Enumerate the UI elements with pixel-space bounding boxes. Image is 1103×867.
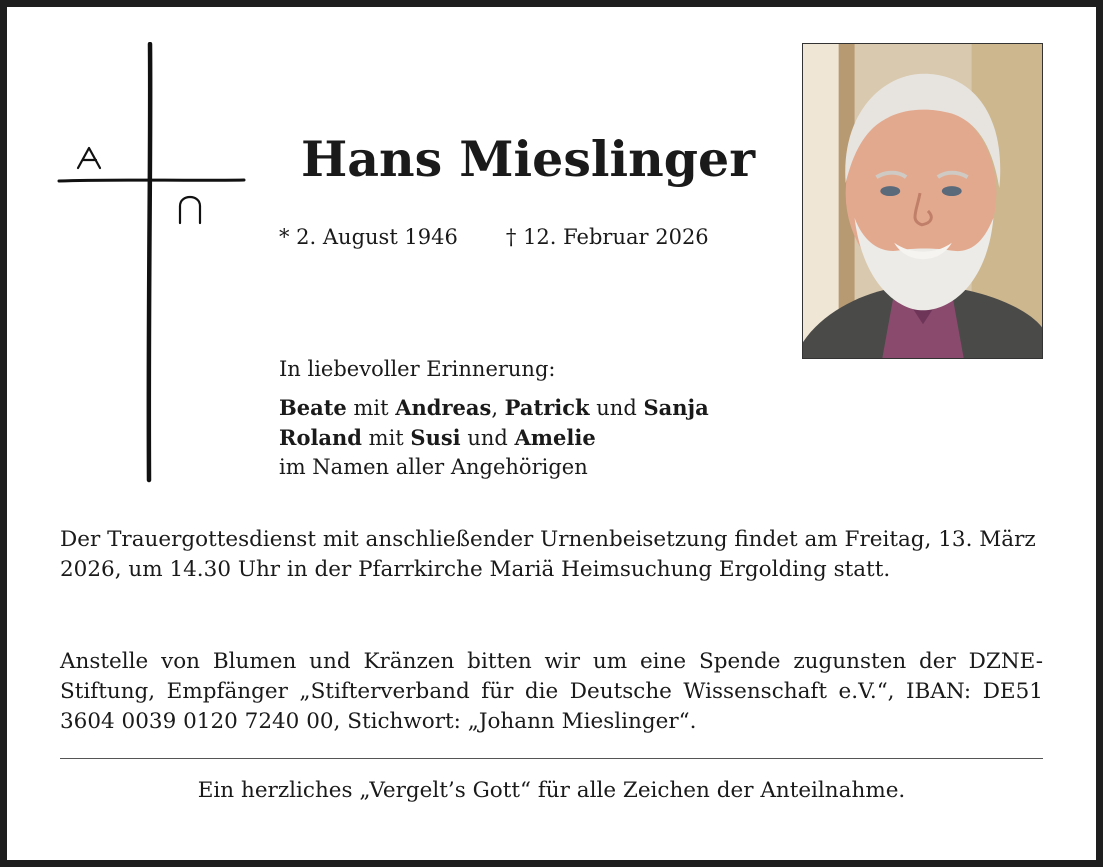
donation-paragraph: Anstelle von Blumen und Kränzen bitten wir um eine Spende zugunsten der DZNE-Stiftung, Empfänger „Stifterverband für die Deutsche Wissenschaft e.V.“, IBAN: DE51 3604 0039 0120 7240 00, Stichwort: „Johann Mieslinger“.: [60, 649, 1043, 734]
life-dates: [279, 225, 709, 249]
family-list: [279, 393, 709, 482]
family-connector: mit: [362, 426, 411, 450]
family-closing: im Namen aller Angehörigen: [279, 455, 588, 479]
family-member: Patrick: [504, 395, 590, 420]
family-connector: mit: [346, 396, 396, 420]
thanks-line: Ein herzliches „Vergelt’s Gott“ für alle Zeichen der Anteilnahme.: [197, 778, 906, 803]
memory-heading: In liebevoller Erinnerung:: [279, 357, 556, 381]
family-connector: ,: [491, 396, 505, 420]
family-connector: und: [460, 426, 515, 450]
alpha-omega-cross-icon: [56, 42, 248, 486]
family-line: [279, 393, 709, 423]
birth-date: * 2. August 1946: [279, 225, 458, 249]
deceased-name: Hans Mieslinger: [300, 130, 756, 188]
portrait-photo: [802, 43, 1043, 359]
family-member: Sanja: [643, 395, 709, 420]
family-member: Andreas: [395, 395, 492, 420]
family-connector: und: [589, 396, 644, 420]
service-paragraph: Der Trauergottesdienst mit anschließender Urnenbeisetzung findet am Freitag, 13. März 2026, um 14.30 Uhr in der Pfarrkirche Mariä Heimsuchung Ergolding statt.: [60, 527, 1036, 582]
family-member: Beate: [279, 395, 347, 420]
family-member: Roland: [279, 425, 362, 450]
family-line: [279, 423, 709, 453]
death-date: † 12. Februar 2026: [505, 225, 709, 249]
divider: [60, 758, 1043, 759]
family-member: Susi: [410, 425, 461, 450]
family-member: Amelie: [514, 425, 596, 450]
